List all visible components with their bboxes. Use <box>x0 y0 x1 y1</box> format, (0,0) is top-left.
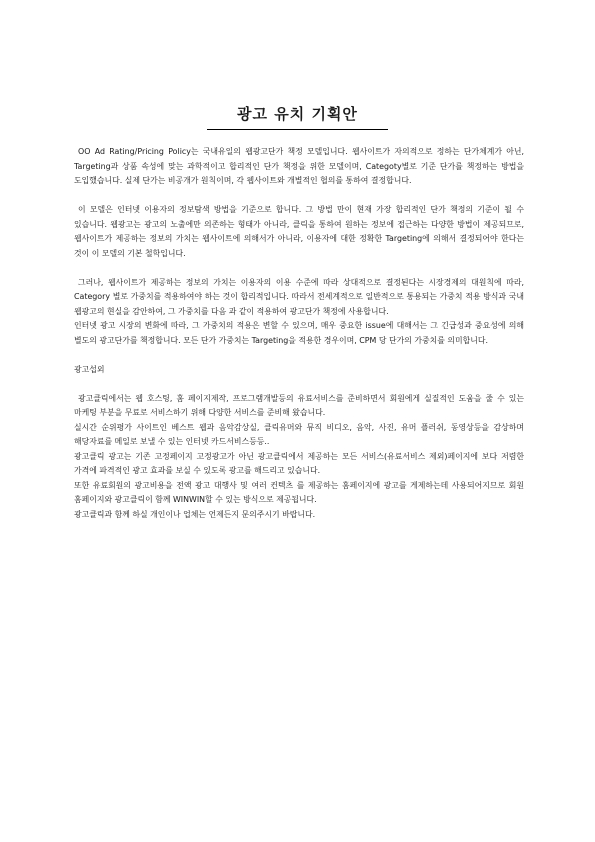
section-line-5: 광고클릭과 함께 하실 개인이나 업체는 언제든지 문의주시기 바랍니다. <box>74 509 316 519</box>
section-line-4: 또한 유료회원의 광고비용을 전액 광고 대행사 및 여러 컨텍츠 를 제공하는 홈페이지에 광고를 게제하는데 사용되어지므로 회원 홈페이지와 광고클릭이 함께 WINWIN할 수 있는 방식으로 제공됩니다. <box>74 480 524 504</box>
page-title: 광고 유치 기획안 <box>207 103 388 130</box>
document-body <box>74 145 524 522</box>
section-line-3: 광고클릭 광고는 기존 고정페이지 고정광고가 아닌 광고클릭에서 제공하는 모든 서비스(유료서비스 제외)페이지에 보다 저렴한 가격에 파격적인 광고 효과를 보실 수 있도록 광고를 해드리고 있습니다. <box>74 451 524 475</box>
title-wrapper <box>0 103 595 130</box>
paragraph-4: 인터넷 광고 시장의 변화에 따라, 그 가중치의 적용은 변할 수 있으며, 매우 중요한 issue에 대해서는 그 긴급성과 중요성에 의해 별도의 광고단가를 책정합니다. 모든 단가 가중치는 Targeting을 적용한 경우이며, CPM 당 단가의 가중치를 의미합니다. <box>74 321 524 345</box>
paragraph-2: 이 모델은 인터넷 이용자의 정보탐색 방법을 기준으로 합니다. 그 방법 만이 현재 가장 합리적인 단가 책정의 기준이 될 수 있습니다. 웹광고는 광고의 노출에만 의존하는 형태가 아니라, 클릭을 통하여 원하는 정보에 접근하는 다양한 방법이 제공되므로, 웹사이트가 제공하는 정보의 가치는 웹사이트에 의해서가 아니라, 이용자에 대한 정확한 Targeting에 의해서 결정되어야 한다는 것이 이 모델의 기본 철학입니다. <box>74 205 524 258</box>
paragraph-3: 그러나, 웹사이트가 제공하는 정보의 가치는 이용자의 이용 수준에 따라 상대적으로 결정된다는 시장경제의 대원칙에 따라, Category 별로 가중치를 적용하여야 하는 것이 합리적입니다. 따라서 전세계적으로 일반적으로 통용되는 가중치 적용 방식과 국내 웹광고의 현실을 감안하여, 그 가중치를 다음 과 같이 적용하여 광고단가 책정에 사용합니다. <box>74 277 524 316</box>
paragraph-1: OO Ad Rating/Pricing Policy는 국내유일의 웹광고단가 책정 모델입니다. 웹사이트가 자의적으로 정하는 단가체계가 아닌, Targeting과 상품 속성에 맞는 과학적이고 합리적인 단가 책정을 위한 모델이며, Categoty별로 기준 단가를 책정하는 방법을 도입했습니다. 실제 단가는 비공개가 원칙이며, 각 웹사이트와 개별적인 협의를 통하여 결정합니다. <box>74 147 524 185</box>
section-label: 광고섭외 <box>74 364 105 374</box>
section-line-2: 실시간 순위평가 사이트인 베스트 웹과 음악감상실, 클릭유머와 뮤직 비디오, 음악, 사진, 유머 플러쉬, 동영상등을 감상하며 해당자료를 메일로 보낼 수 있는 인터넷 카드서비스등등.. <box>74 422 524 446</box>
section-line-1: 광고클릭에서는 웹 호스팅, 홈 페이지제작, 프로그램개발등의 유료서비스를 준비하면서 회원에게 실질적인 도움을 줄 수 있는 마케팅 부분을 무료로 서비스하기 위해 다양한 서비스를 준비해 왔습니다. <box>74 393 524 417</box>
